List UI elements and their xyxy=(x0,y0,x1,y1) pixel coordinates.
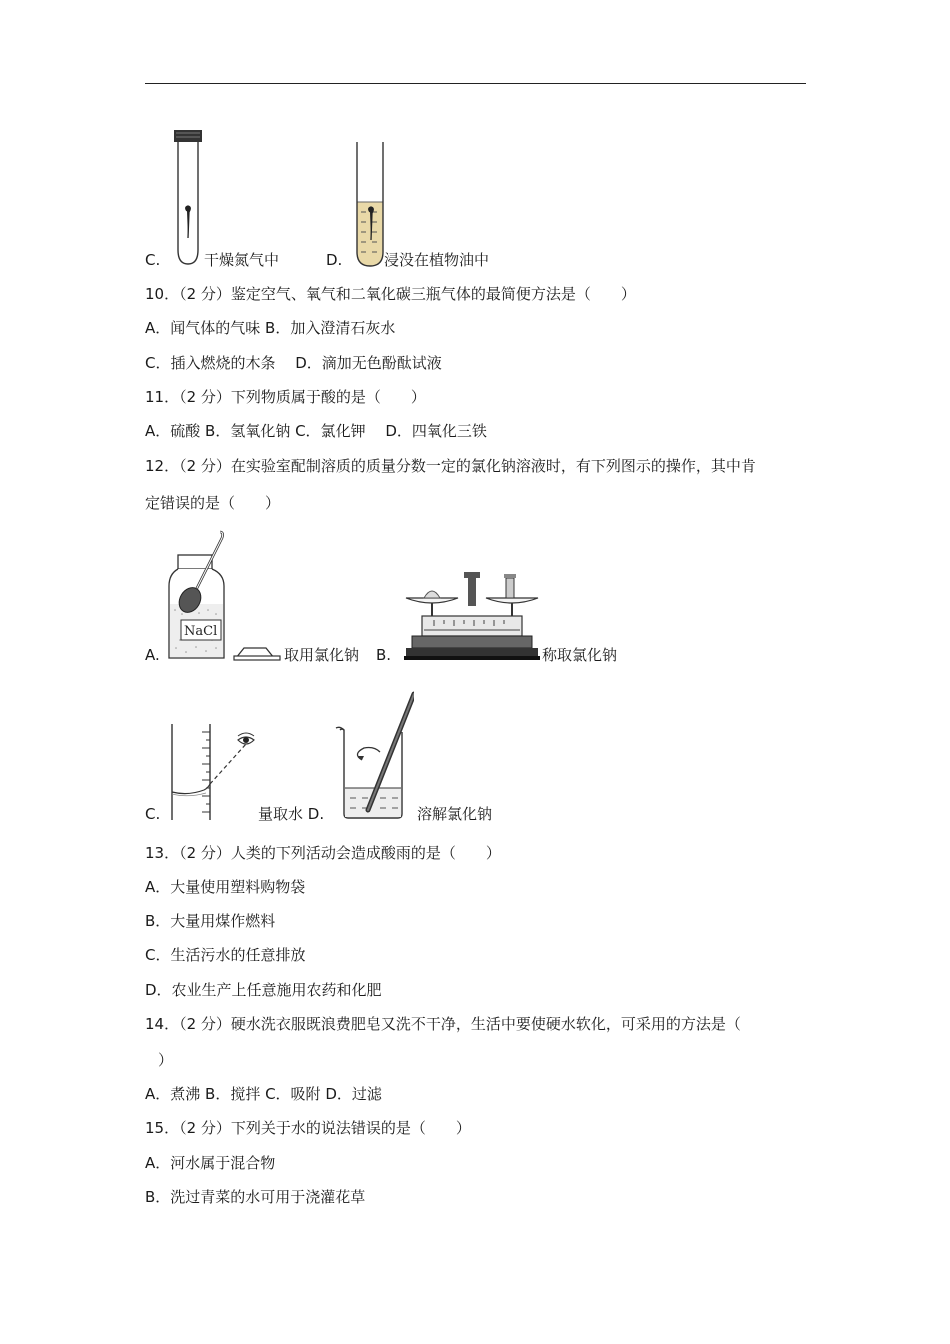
q9-option-c-text: 干燥氮气中 xyxy=(204,251,280,269)
q10-options-line2: C．插入燃烧的木条 D．滴加无色酚酞试液 xyxy=(145,354,442,372)
header-rule xyxy=(145,83,806,84)
q13-option-b: B．大量用煤作燃料 xyxy=(145,912,276,930)
q11-options: A．硫酸 B．氢氧化钠 C．氯化钾 D．四氧化三铁 xyxy=(145,422,487,440)
q10-stem: 10．（2 分）鉴定空气、氧气和二氧化碳三瓶气体的最简便方法是（ ） xyxy=(145,285,636,303)
q12-stem-line2: 定错误的是（ ） xyxy=(145,494,281,512)
q12-option-c-text: 量取水 D. xyxy=(258,805,325,823)
q13-stem: 13．（2 分）人类的下列活动会造成酸雨的是（ ） xyxy=(145,844,501,862)
nacl-jar-figure xyxy=(166,530,286,662)
oil-test-tube-figure xyxy=(352,140,388,270)
sealed-test-tube-figure xyxy=(168,128,208,270)
q13-option-a: A．大量使用塑料购物袋 xyxy=(145,878,306,896)
q9-option-d-letter: D. xyxy=(326,251,343,269)
q12-option-a-letter: A. xyxy=(145,646,160,664)
q14-stem-line2: ） xyxy=(158,1051,174,1069)
beaker-stirring-figure xyxy=(334,690,414,822)
q14-options: A．煮沸 B．搅拌 C．吸附 D．过滤 xyxy=(145,1085,382,1103)
q9-option-d-text: 浸没在植物油中 xyxy=(384,251,490,269)
q12-option-d-text: 溶解氯化钠 xyxy=(417,805,493,823)
q9-option-c-letter: C. xyxy=(145,251,161,269)
balance-figure xyxy=(404,570,540,662)
q13-option-c: C．生活污水的任意排放 xyxy=(145,946,306,964)
q12-option-c-letter: C. xyxy=(145,805,161,823)
nacl-jar-label: NaCl xyxy=(184,624,218,639)
q12-option-a-text: 取用氯化钠 xyxy=(284,646,360,664)
measuring-cylinder-figure xyxy=(166,718,262,822)
q15-option-a: A．河水属于混合物 xyxy=(145,1154,276,1172)
q10-options-line1: A．闻气体的气味 B．加入澄清石灰水 xyxy=(145,319,396,337)
q14-stem-line1: 14．（2 分）硬水洗衣服既浪费肥皂又洗不干净，生活中要使硬水软化，可采用的方法是（ xyxy=(145,1015,741,1033)
q12-stem-line1: 12．（2 分）在实验室配制溶质的质量分数一定的氯化钠溶液时，有下列图示的操作，其中肯 xyxy=(145,457,756,475)
q15-stem: 15．（2 分）下列关于水的说法错误的是（ ） xyxy=(145,1119,471,1137)
q13-option-d: D．农业生产上任意施用农药和化肥 xyxy=(145,981,382,999)
q11-stem: 11．（2 分）下列物质属于酸的是（ ） xyxy=(145,388,426,406)
q15-option-b: B．洗过青菜的水可用于浇灌花草 xyxy=(145,1188,366,1206)
q12-option-b-letter: B. xyxy=(376,646,392,664)
q12-option-b-text: 称取氯化钠 xyxy=(542,646,618,664)
